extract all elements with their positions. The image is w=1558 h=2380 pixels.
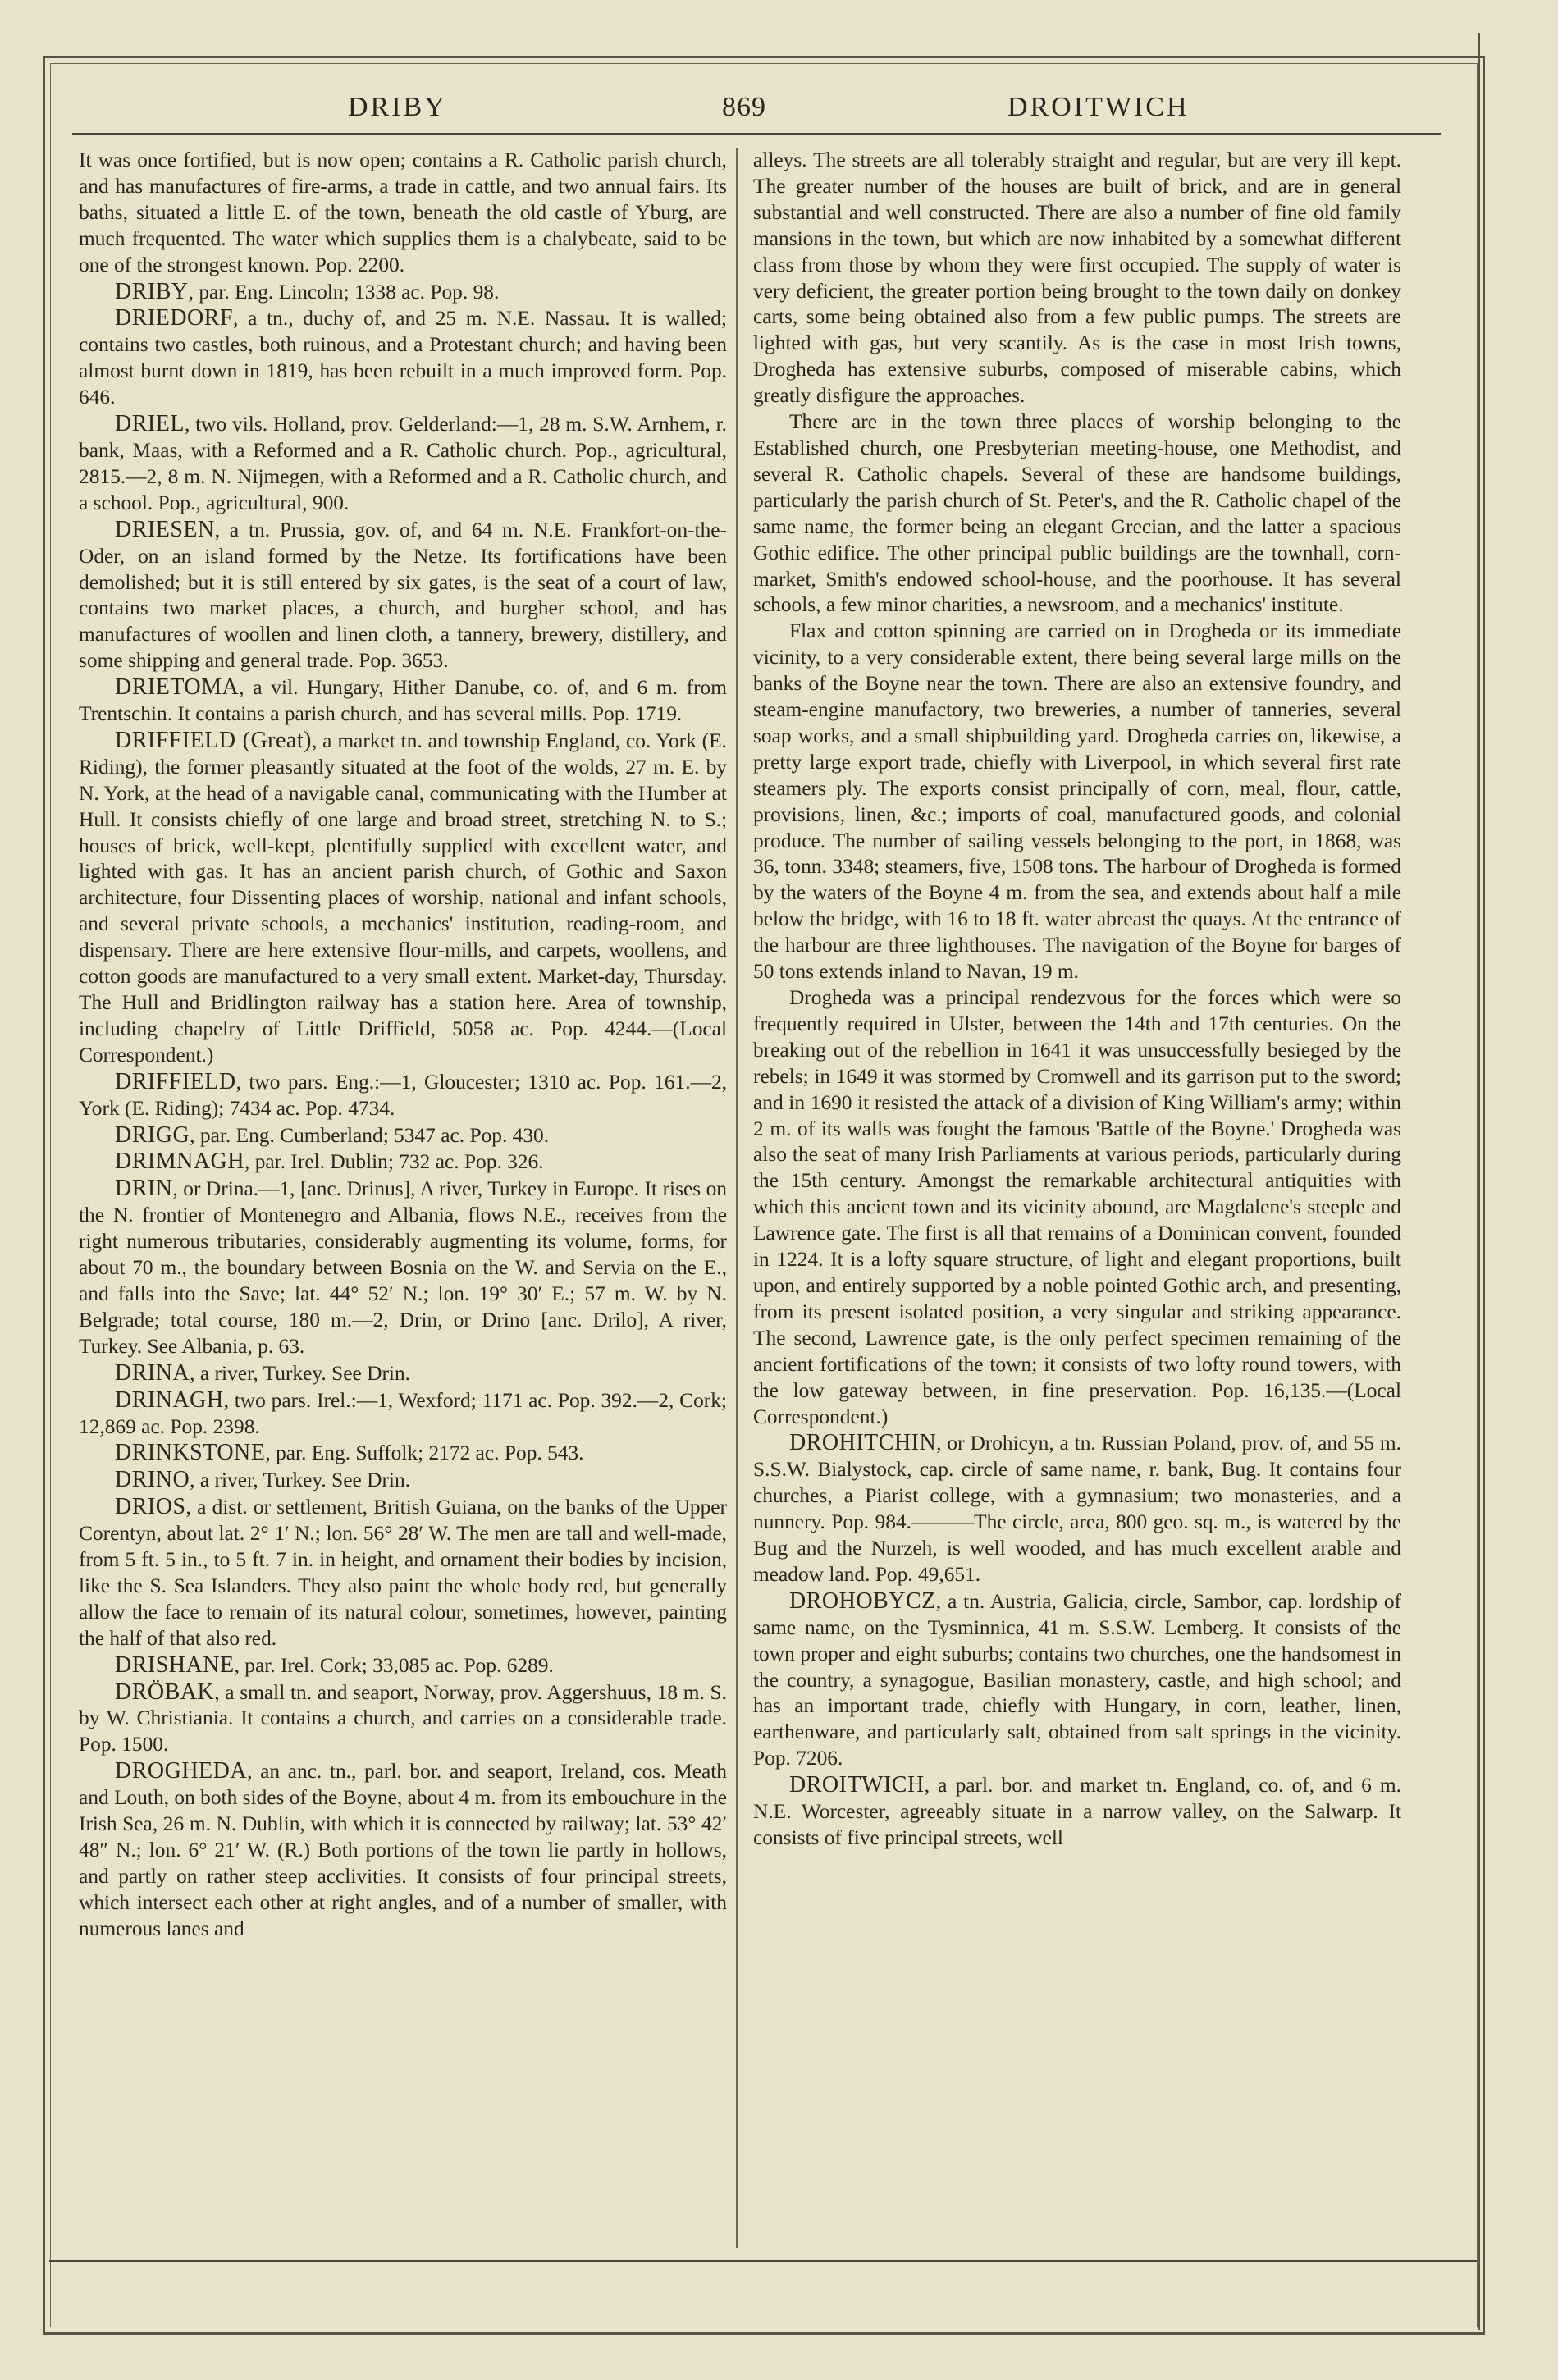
entry-headword: DRIETOMA (115, 674, 240, 701)
entry-text: , or Drohicyn, a tn. Russian Poland, prov. of, and 55 m. S.S.W. Bialystock, cap. circle of same name, r. bank, Bug. It contains four churches, a Piarist college, with a gymnasium; two monasteries, and a nunnery. Pop. 984.———The circle, area, 800 geo. sq. m., is watered by the Bug and the Nurzeh, is well wooded, and has much excellent arable and meadow land. Pop. 49,651. (753, 1432, 1401, 1586)
entry-text: alleys. The streets are all tolerably straight and regular, but are very ill kept. The greater number of the houses are built of brick, and are in general substantial and well constructed. There are also a number of fine old family mansions in the town, but which are now inhabited by a somewhat different class from those by whom they were first occupied. The supply of water is very deficient, the greater portion being brought to the town daily on donkey carts, some being obtained also from a few public pumps. The streets are lighted with gas, but very scantily. As is the case in most Irish towns, Drogheda has extensive suburbs, composed of miserable cabins, which greatly disfigure the approaches. (753, 148, 1401, 408)
entry-headword: DRISHANE (115, 1651, 235, 1678)
entry-text: , an anc. tn., parl. bor. and seaport, Ireland, cos. Meath and Louth, on both sides of the Boyne, about 4 m. from its embouchure in the Irish Sea, 26 m. N. Dublin, with which it is connected by railway; lat. 53° 42′ 48″ N.; lon. 6° 21′ W. (R.) Both portions of the town lie partly in hollows, and partly on rather steep acclivities. It consists of four principal streets, which intersect each other at right angles, and of a number of smaller, with numerous lanes and (79, 1760, 727, 1940)
entry-paragraph (753, 619, 1401, 985)
entry-text: , a tn. Austria, Galicia, circle, Sambor, cap. lordship of same name, on the Tysminnica, 41 m. S.S.W. Lemberg. It consists of the town proper and eight suburbs; contains two churches, one the handsomest in the country, a synagogue, Basilian monastery, castle, and high school; and has an important trade, chiefly with Hungary, in corn, leather, linen, earthenware, and particularly salt, obtained from salt springs in the vicinity. Pop. 7206. (753, 1589, 1401, 1770)
entry-text: , par. Irel. Cork; 33,085 ac. Pop. 6289. (234, 1653, 554, 1677)
entry-paragraph (79, 1149, 727, 1176)
entry-headword: DROHOBYCZ (789, 1587, 936, 1614)
entry-paragraph (79, 674, 727, 728)
entry-paragraph (79, 148, 727, 279)
entry-headword: DRIEL (115, 411, 185, 437)
entry-text: There are in the town three places of worship belonging to the Established church, one Presbyterian meeting-house, one Methodist, and several R. Catholic chapels. Several of these are handsome buildings, particularly the parish church of St. Peter's, and the R. Catholic chapel of the same name, the former being an elegant Grecian, and the latter a spacious Gothic edifice. The other principal public buildings are the townhall, corn-market, Smith's endowed school-house, and the poorhouse. It has several schools, a few minor charities, a newsroom, and a mechanics' institute. (753, 410, 1401, 617)
entry-headword: DRIGG (115, 1121, 190, 1148)
page-number: 869 (722, 92, 766, 122)
entry-text: , a market tn. and township England, co. York (E. Riding), the former pleasantly situated at the foot of the wolds, 27 m. E. by N. York, at the head of a navigable canal, communicating with the Humber at Hull. It consists chiefly of one large and broad street, stretching N. to S.; houses of brick, well-kept, plentifully supplied with excellent water, and lighted with gas. It has an ancient parish church, of Gothic and Saxon architecture, four Dissenting places of worship, national and infant schools, and several private schools, a mechanics' institution, reading-room, and dispensary. There are here extensive flour-mills, and carpets, woollens, and cotton goods are manufactured to a very small extent. Market-day, Thursday. The Hull and Bridlington railway has a station here. Area of township, including chapelry of Little Driffield, 5058 ac. Pop. 4244.—(Local Correspondent.) (79, 729, 727, 1067)
entry-text: , two pars. Irel.:—1, Wexford; 1171 ac. Pop. 392.—2, Cork; 12,869 ac. Pop. 2398. (79, 1388, 727, 1438)
entry-text: , a tn. Prussia, gov. of, and 64 m. N.E. Frankfort-on-the-Oder, on an island formed by the Netze. Its fortifications have been demolished; but it is still entered by six gates, is the seat of a court of law, contains two market places, a church, and burgher school, and has manufactures of woollen and linen cloth, a tannery, brewery, distillery, and some shipping and general trade. Pop. 3653. (79, 518, 727, 673)
header-right-catchword: DROITWICH (1007, 92, 1190, 122)
running-header (66, 92, 1444, 133)
entry-paragraph (79, 1467, 727, 1494)
entry-paragraph (79, 1360, 727, 1387)
footer-rule (49, 2260, 1477, 2262)
entry-paragraph (79, 1069, 727, 1122)
entry-paragraph (79, 1494, 727, 1651)
entry-text: , a small tn. and seaport, Norway, prov. Aggershuus, 18 m. S. by W. Christiania. It contains a church, and carries on a considerable trade. Pop. 1500. (79, 1680, 727, 1756)
entry-text: It was once fortified, but is now open; contains a R. Catholic parish church, and has manufactures of fire-arms, a trade in cattle, and two annual fairs. Its baths, situated a little E. of the town, beneath the old castle of Yburg, are much frequented. The water which supplies them is a chalybeate, said to be one of the strongest known. Pop. 2200. (79, 148, 727, 276)
entry-paragraph (753, 1772, 1401, 1852)
entry-headword: DRIEDORF (115, 305, 234, 331)
entry-paragraph (79, 1387, 727, 1441)
entry-headword: DROGHEDA (115, 1758, 248, 1784)
entry-headword: DRINO (115, 1467, 190, 1493)
entry-text: , two pars. Eng.:—1, Gloucester; 1310 ac. Pop. 161.—2, York (E. Riding); 7434 ac. Pop. 4734. (79, 1070, 727, 1120)
entry-text: , par. Irel. Dublin; 732 ac. Pop. 326. (244, 1150, 544, 1174)
entry-paragraph (79, 411, 727, 517)
entry-text: Flax and cotton spinning are carried on in Drogheda or its immediate vicinity, to a very considerable extent, there being several large mills on the banks of the Boyne near the town. There are also an extensive foundry, and steam-engine manufactory, two breweries, a number of tanneries, several soap works, and a small shipbuilding yard. Drogheda carries on, likewise, a pretty large export trade, chiefly with Liverpool, in which several first rate steamers ply. The exports consist principally of corn, meal, flour, cattle, provisions, linen, &c.; imports of coal, manufactured goods, and colonial produce. The number of sailing vessels belonging to the port, in 1868, was 36, tonn. 3348; steamers, five, 1508 tons. The harbour of Drogheda is formed by the waters of the Boyne 4 m. from the sea, and extends about half a mile below the bridge, with 16 to 18 ft. water abreast the quays. At the entrance of the harbour are three lighthouses. The navigation of the Boyne for barges of 50 tons extends inland to Navan, 19 m. (753, 619, 1401, 984)
entry-paragraph (79, 279, 727, 306)
entry-headword: DRIFFIELD (Great) (115, 727, 312, 753)
entry-paragraph (79, 1679, 727, 1759)
entry-text: , or Drina.—1, [anc. Drinus], A river, Turkey in Europe. It rises on the N. frontier of Montenegro and Albania, flows N.E., receives from the right numerous tributaries, considerably augmenting its volume, forms, for about 70 m., the boundary between Bosnia on the W. and Servia on the E., and falls into the Save; lat. 44° 52′ N.; lon. 19° 30′ E.; 57 m. W. by N. Belgrade; total course, 180 m.—2, Drin, or Drino [anc. Drilo], A river, Turkey. See Albania, p. 63. (79, 1177, 727, 1358)
entry-headword: DRIBY (115, 278, 189, 304)
entry-headword: DRIFFIELD (115, 1068, 236, 1094)
entry-paragraph (79, 1758, 727, 1942)
entry-paragraph (753, 985, 1401, 1430)
entry-text: , a parl. bor. and market tn. England, co. of, and 6 m. N.E. Worcester, agreeably situate in a narrow valley, on the Salwarp. It consists of five principal streets, well (753, 1774, 1401, 1849)
entry-paragraph (79, 1440, 727, 1467)
entry-headword: DROITWICH (789, 1772, 925, 1798)
header-left-catchword: DRIBY (348, 92, 447, 122)
left-column (79, 148, 727, 2248)
entry-text: , two vils. Holland, prov. Gelderland:—1, 28 m. S.W. Arnhem, r. bank, Maas, with a Reformed and a R. Catholic church. Pop., agricultural, 2815.—2, 8 m. N. Nijmegen, with a Reformed and a R. Catholic church, and a school. Pop., agricultural, 900. (79, 413, 727, 514)
entry-text: , par. Eng. Lincoln; 1338 ac. Pop. 98. (188, 280, 500, 304)
entry-text: , par. Eng. Cumberland; 5347 ac. Pop. 430. (190, 1123, 550, 1147)
entry-text: , a river, Turkey. See Drin. (190, 1469, 411, 1492)
entry-headword: DRIOS (115, 1494, 186, 1520)
entry-paragraph (79, 728, 727, 1069)
entry-paragraph (753, 1430, 1401, 1587)
column-rule (736, 148, 738, 2248)
entry-headword: DRIESEN (115, 516, 215, 542)
entry-text: , a dist. or settlement, British Guiana, on the banks of the Upper Corentyn, about lat. 2° 1′ N.; lon. 56° 28′ W. The men are tall and well-made, from 5 ft. 5 in., to 5 ft. 7 in. in height, and ornament their bodies by incision, like the S. Sea Islanders. They also paint the whole body red, but generally allow the face to remain of its natural colour, sometimes, however, painting the half of that also red. (79, 1496, 727, 1650)
entry-paragraph (753, 148, 1401, 409)
entry-headword: DRINAGH (115, 1386, 224, 1413)
outer-rule (1478, 33, 1480, 2330)
entry-text: , a river, Turkey. See Drin. (190, 1361, 411, 1385)
entry-headword: DROHITCHIN (789, 1430, 937, 1456)
entry-paragraph (79, 1122, 727, 1149)
entry-headword: DRIMNAGH (115, 1149, 244, 1175)
entry-paragraph (79, 1176, 727, 1359)
entry-text: , par. Eng. Suffolk; 2172 ac. Pop. 543. (265, 1441, 584, 1465)
entry-headword: DRINA (115, 1359, 190, 1386)
entry-headword: DRINKSTONE (115, 1440, 266, 1466)
entry-text: Drogheda was a principal rendezvous for the forces which were so frequently required in Ulster, between the 14th and 17th centuries. On the breaking out of the rebellion in 1641 it was unsuccessfully besieged by the rebels; in 1649 it was stormed by Cromwell and its garrison put to the sword; and in 1690 it resisted the attack of a division of King William's army; within 2 m. of its walls was fought the famous 'Battle of the Boyne.' Drogheda was also the seat of many Irish Parliaments at various periods, particularly during the 15th century. Amongst the remarkable architectural antiquities with which this ancient town and its vicinity abound, are Magdalene's steeple and Lawrence gate. The first is all that remains of a Dominican convent, founded in 1224. It is a lofty square structure, of light and elegant proportions, built upon, and entirely supported by a noble pointed Gothic arch, and presenting, from its present isolated position, a very singular and striking appearance. The second, Lawrence gate, is the only perfect specimen remaining of the ancient fortifications of the town; it consists of two lofty round towers, with the low gateway between, in fine preservation. Pop. 16,135.—(Local Correspondent.) (753, 986, 1401, 1428)
entry-text: , a tn., duchy of, and 25 m. N.E. Nassau. It is walled; contains two castles, both ruinous, and a Protestant church; and having been almost burnt down in 1819, has been rebuilt in a much improved form. Pop. 646. (79, 307, 727, 409)
entry-paragraph (79, 305, 727, 411)
entry-paragraph (79, 517, 727, 674)
entry-headword: DRÖBAK (115, 1679, 215, 1705)
entry-paragraph (79, 1652, 727, 1679)
right-column (753, 148, 1401, 2248)
header-rule (72, 133, 1441, 135)
entry-text: , a vil. Hungary, Hither Danube, co. of, and 6 m. from Trentschin. It contains a parish church, and has several mills. Pop. 1719. (79, 676, 727, 726)
entry-headword: DRIN (115, 1176, 173, 1202)
entry-paragraph (753, 409, 1401, 619)
entry-paragraph (753, 1588, 1401, 1772)
